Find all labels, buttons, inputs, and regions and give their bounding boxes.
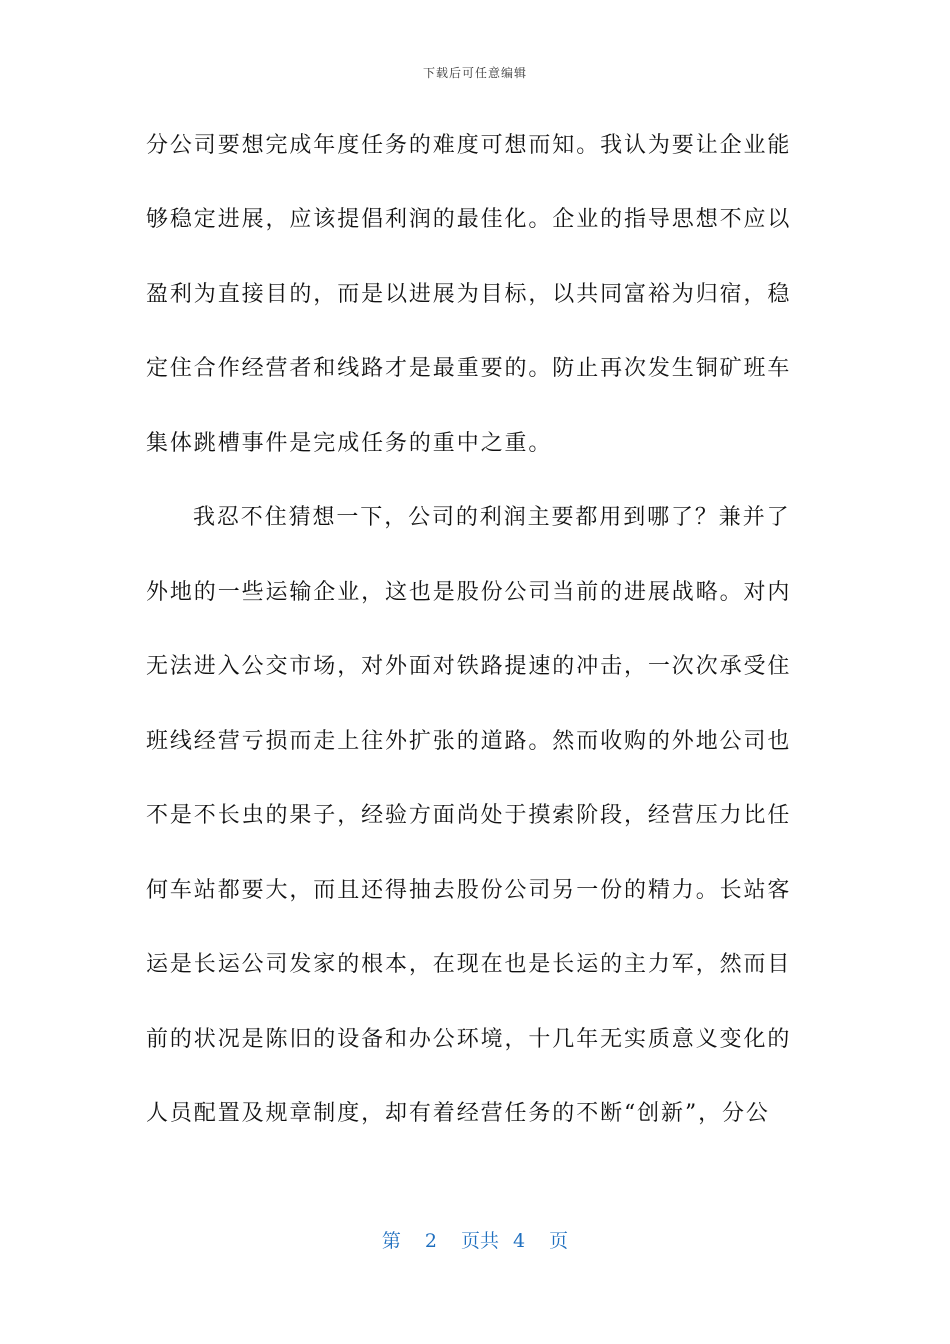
page-footer	[0, 1226, 950, 1253]
footer-total-pages: 4	[513, 1230, 526, 1252]
body-line: 班线经营亏损而走上往外扩张的道路。然而收购的外地公司也	[146, 729, 792, 754]
body-line: 外地的一些运输企业，这也是股份公司当前的进展战略。对内	[146, 580, 792, 605]
footer-page-suffix: 页共	[460, 1230, 499, 1252]
body-line: 分公司要想完成年度任务的难度可想而知。我认为要让企业能	[146, 133, 792, 158]
body-line: 前的状况是陈旧的设备和办公环境，十几年无实质意义变化的	[146, 1027, 792, 1052]
body-line: 运是长运公司发家的根本，在现在也是长运的主力军，然而目	[146, 952, 792, 977]
body-line: 定住合作经营者和线路才是最重要的。防止再次发生铜矿班车	[146, 356, 792, 381]
body-line: 人员配置及规章制度，却有着经营任务的不断“创新”，分公	[146, 1101, 770, 1126]
page-header: 下载后可任意编辑	[422, 66, 527, 80]
body-line: 集体跳槽事件是完成任务的重中之重。	[146, 431, 553, 456]
body-line: 够稳定进展，应该提倡利润的最佳化。企业的指导思想不应以	[146, 207, 792, 232]
body-line: 不是不长虫的果子，经验方面尚处于摸索阶段，经营压力比任	[146, 803, 792, 828]
body-line: 盈利为直接目的，而是以进展为目标，以共同富裕为归宿，稳	[146, 282, 792, 307]
footer-page-label: 第	[381, 1230, 401, 1252]
body-line: 何车站都要大，而且还得抽去股份公司另一份的精力。长站客	[146, 878, 792, 903]
paragraph-first-line: 我忍不住猜想一下，公司的利润主要都用到哪了？兼并了	[193, 505, 791, 530]
footer-current-page: 2	[424, 1230, 437, 1252]
body-line: 无法进入公交市场，对外面对铁路提速的冲击，一次次承受住	[146, 654, 792, 679]
footer-total-suffix: 页	[549, 1230, 569, 1252]
